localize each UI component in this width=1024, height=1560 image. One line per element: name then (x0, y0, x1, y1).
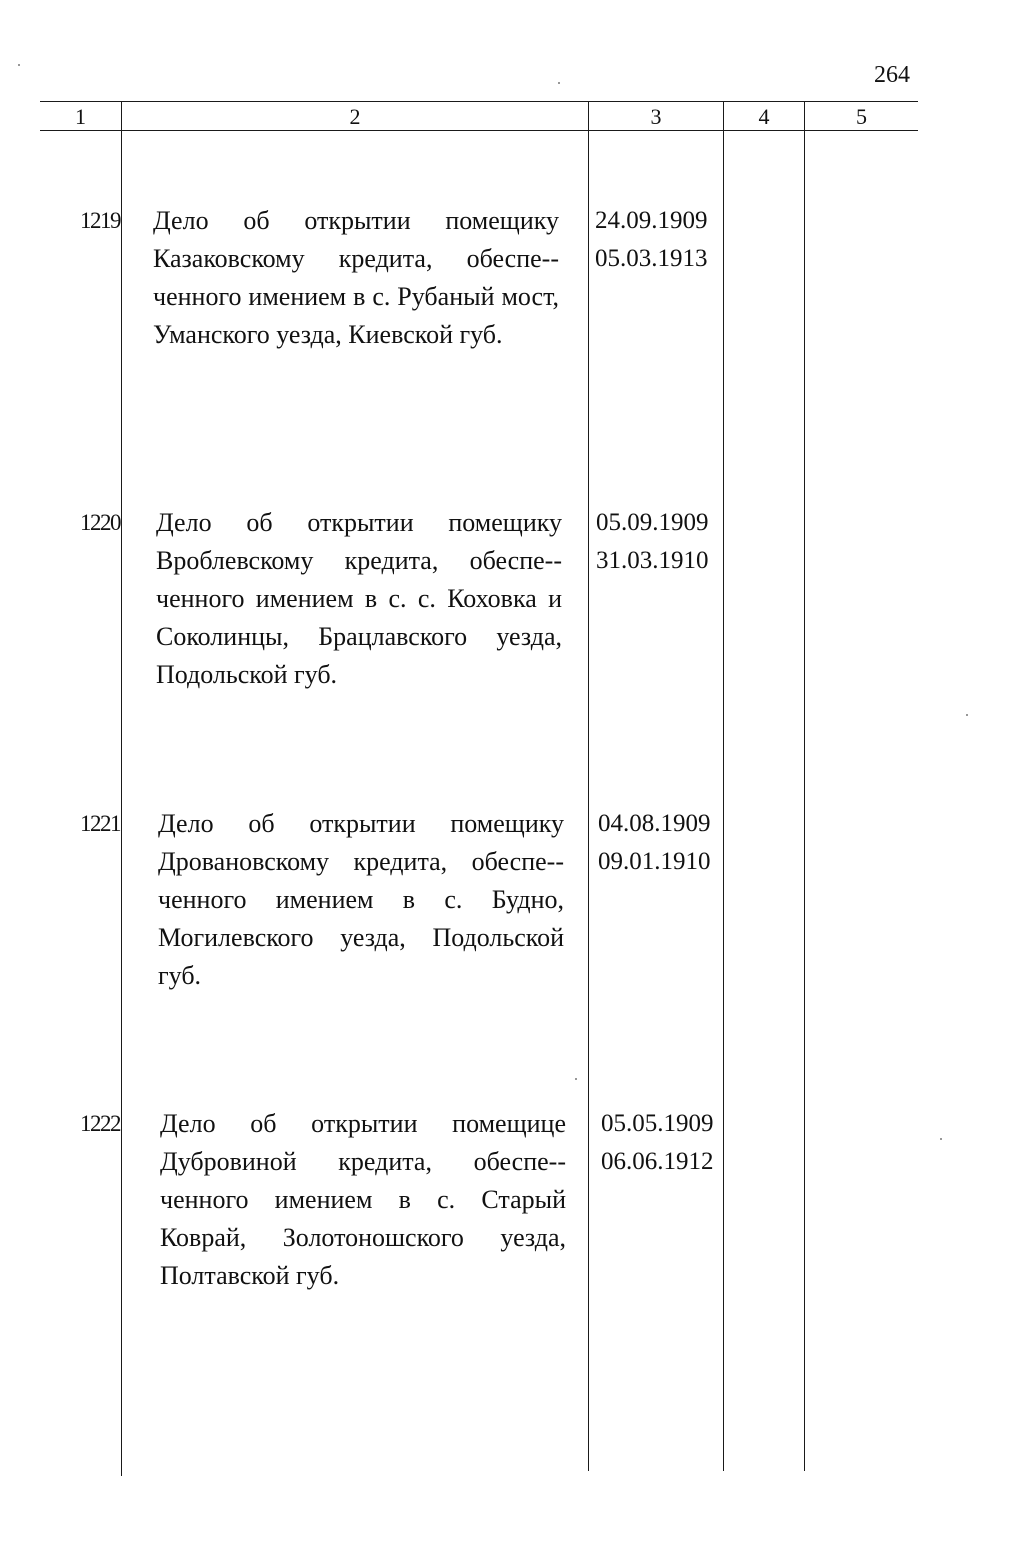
record-dates (601, 1105, 731, 1181)
record-date-end: 06.06.1912 (601, 1148, 714, 1175)
record-dates (596, 504, 726, 580)
record-date-start: 05.05.1909 (601, 1110, 714, 1137)
record-date-start: 04.08.1909 (598, 810, 711, 837)
record-description: Дело об открытии помещику Казаковскому кредита, обеспе-ченного имением в с. Рубаный мост, Уманского уезда, Киевской губ. (153, 206, 559, 349)
scan-speck (575, 1078, 577, 1080)
table-top-rule (40, 101, 918, 102)
record-date-start: 24.09.1909 (595, 207, 708, 234)
column-divider-2 (588, 101, 589, 1471)
record-date-end: 05.03.1913 (595, 245, 708, 272)
column-header-2: 2 (349, 104, 361, 129)
record-date-end: 09.01.1910 (598, 848, 711, 875)
record-dates (595, 202, 725, 278)
scan-speck (940, 1138, 942, 1140)
record-number: 1221 (80, 811, 120, 836)
record-dates (598, 805, 728, 881)
column-header-4: 4 (758, 104, 770, 129)
scan-speck (558, 82, 560, 84)
record-description: Дело об открытии помещику Вроблевскому кредита, обеспе-ченного имением в с. с. Коховка и Соколинцы, Брацлавского уезда, Подольской губ. (156, 508, 562, 689)
record-description: Дело об открытии помещице Дубровиной кредита, обеспе-ченного имением в с. Старый Коврай, Золотоношского уезда, Полтавской губ. (160, 1109, 566, 1290)
column-header-1: 1 (75, 104, 86, 129)
column-divider-1 (121, 101, 122, 1476)
column-header-3: 3 (650, 104, 662, 129)
scan-speck (18, 64, 20, 66)
scan-speck (966, 714, 968, 716)
record-number: 1222 (80, 1111, 120, 1136)
record-number: 1219 (80, 208, 120, 233)
column-divider-3 (723, 101, 724, 1471)
page-number: 264 (874, 62, 910, 88)
record-date-start: 05.09.1909 (596, 509, 709, 536)
record-number: 1220 (80, 510, 120, 535)
record-description: Дело об открытии помещику Дровановскому кредита, обеспе-ченного имением в с. Будно, Могилевского уезда, Подольской губ. (158, 809, 564, 990)
column-divider-4 (804, 101, 805, 1471)
record-date-end: 31.03.1910 (596, 547, 709, 574)
column-header-5: 5 (856, 104, 867, 129)
